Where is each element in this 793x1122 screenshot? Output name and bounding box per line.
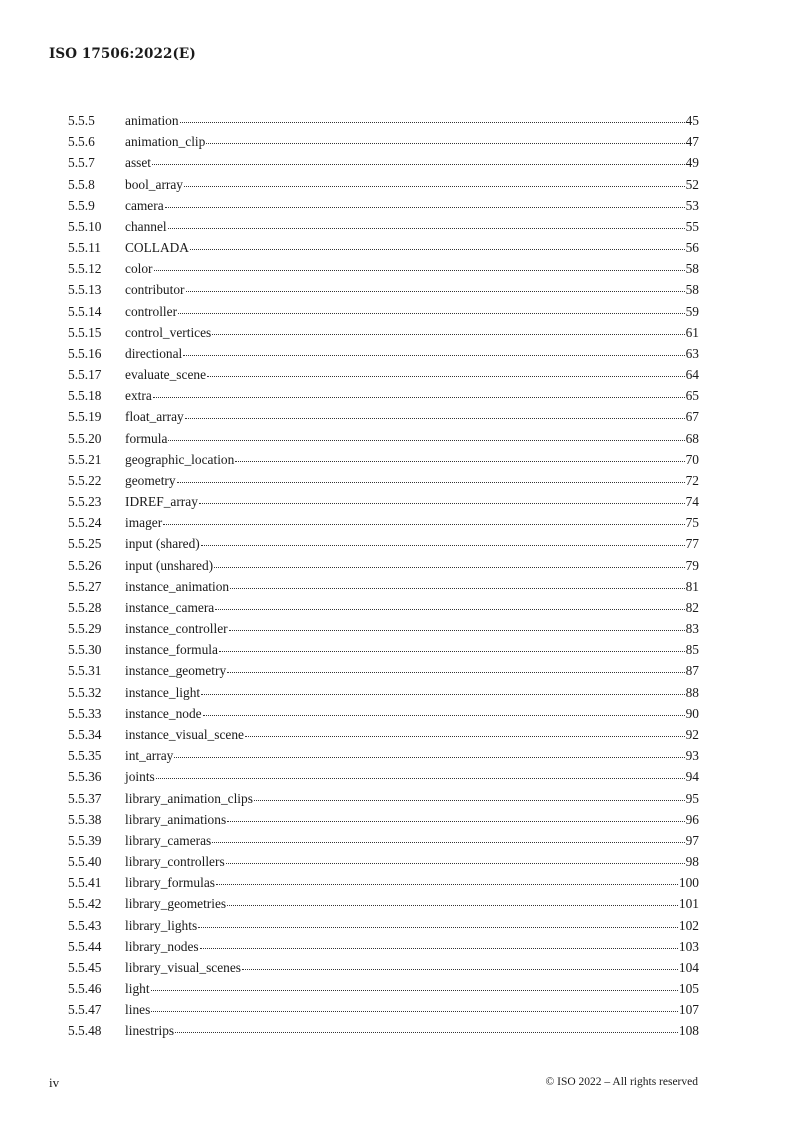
toc-entry[interactable] bbox=[68, 491, 699, 512]
toc-entry[interactable] bbox=[68, 872, 699, 893]
toc-entry-page[interactable]: 59 bbox=[685, 303, 699, 319]
toc-entry-page[interactable]: 75 bbox=[685, 515, 699, 531]
toc-entry-number: 5.5.37 bbox=[68, 790, 102, 806]
toc-entry-page[interactable]: 103 bbox=[678, 938, 699, 954]
toc-entry[interactable] bbox=[68, 703, 699, 724]
toc-entry[interactable] bbox=[68, 322, 699, 343]
toc-entry-title[interactable]: input (shared) bbox=[125, 536, 200, 552]
toc-entry-page[interactable]: 55 bbox=[685, 218, 699, 234]
toc-dot-leader bbox=[229, 629, 685, 631]
toc-entry-page[interactable]: 65 bbox=[685, 388, 699, 404]
toc-dot-leader bbox=[163, 523, 684, 525]
toc-entry-page[interactable]: 61 bbox=[685, 324, 699, 340]
toc-entry-page[interactable]: 79 bbox=[685, 557, 699, 573]
toc-entry-title[interactable]: instance_controller bbox=[125, 621, 228, 637]
toc-entry[interactable] bbox=[68, 258, 699, 279]
toc-entry-title[interactable]: geographic_location bbox=[125, 451, 235, 467]
toc-entry-page[interactable]: 96 bbox=[685, 811, 699, 827]
toc-entry-title[interactable]: library_controllers bbox=[125, 854, 225, 870]
toc-entry-page[interactable]: 98 bbox=[685, 854, 699, 870]
toc-entry-title[interactable]: light bbox=[125, 981, 150, 997]
toc-entry-number: 5.5.24 bbox=[68, 515, 102, 531]
page-number: iv bbox=[49, 1075, 60, 1090]
toc-entry-title[interactable]: instance_visual_scene bbox=[125, 726, 244, 742]
toc-dot-leader bbox=[198, 926, 678, 928]
toc-dot-leader bbox=[168, 439, 684, 441]
toc-entry[interactable] bbox=[68, 449, 699, 470]
toc-entry-page[interactable]: 108 bbox=[678, 1023, 699, 1039]
toc-entry-number: 5.5.19 bbox=[68, 409, 102, 425]
toc-entry[interactable] bbox=[68, 957, 699, 978]
toc-entry[interactable] bbox=[68, 195, 699, 216]
toc-entry-title[interactable]: instance_animation bbox=[125, 578, 230, 594]
toc-entry-title[interactable]: IDREF_array bbox=[125, 494, 198, 510]
toc-dot-leader bbox=[151, 989, 678, 991]
toc-entry-number: 5.5.13 bbox=[68, 282, 102, 298]
toc-entry-page[interactable]: 101 bbox=[678, 896, 699, 912]
toc-entry[interactable] bbox=[68, 512, 699, 533]
toc-entry-page[interactable]: 95 bbox=[685, 790, 699, 806]
toc-entry[interactable] bbox=[68, 406, 699, 427]
toc-entry-title[interactable]: camera bbox=[125, 197, 164, 213]
toc-entry-page[interactable]: 45 bbox=[685, 113, 699, 128]
toc-entry-title[interactable]: evaluate_scene bbox=[125, 367, 207, 383]
toc-entry-title[interactable]: control_vertices bbox=[125, 324, 212, 340]
toc-entry-number: 5.5.18 bbox=[68, 388, 102, 404]
toc-entry-page[interactable]: 49 bbox=[685, 155, 699, 171]
toc-entry-page[interactable]: 81 bbox=[685, 578, 699, 594]
toc-entry[interactable] bbox=[68, 385, 699, 406]
toc-dot-leader bbox=[245, 735, 685, 737]
toc-entry[interactable] bbox=[68, 237, 699, 258]
toc-entry[interactable] bbox=[68, 978, 699, 999]
toc-entry[interactable] bbox=[68, 936, 699, 957]
toc-dot-leader bbox=[226, 862, 685, 864]
toc-entry[interactable] bbox=[68, 152, 699, 173]
toc-entry-number: 5.5.20 bbox=[68, 430, 102, 446]
toc-entry-number: 5.5.23 bbox=[68, 494, 102, 510]
toc-entry-number: 5.5.39 bbox=[68, 832, 102, 848]
toc-dot-leader bbox=[227, 671, 684, 673]
toc-entry-title[interactable]: library_animation_clips bbox=[125, 790, 253, 806]
toc-entry-page[interactable]: 93 bbox=[685, 748, 699, 764]
toc-entry-page[interactable]: 58 bbox=[685, 261, 699, 277]
toc-entry-title[interactable]: COLLADA bbox=[125, 240, 189, 256]
toc-entry-title[interactable]: instance_node bbox=[125, 705, 202, 721]
toc-entry-number: 5.5.48 bbox=[68, 1023, 102, 1039]
toc-dot-leader bbox=[212, 841, 684, 843]
toc-entry-number: 5.5.40 bbox=[68, 854, 102, 870]
toc-entry-number: 5.5.25 bbox=[68, 536, 102, 552]
toc-dot-leader bbox=[200, 947, 678, 949]
toc-entry-number: 5.5.28 bbox=[68, 599, 102, 615]
toc-entry-title[interactable]: asset bbox=[125, 155, 152, 171]
toc-entry-number: 5.5.36 bbox=[68, 769, 102, 785]
toc-entry[interactable] bbox=[68, 724, 699, 745]
toc-entry-title[interactable]: library_nodes bbox=[125, 938, 199, 954]
toc-entry-number: 5.5.7 bbox=[68, 155, 95, 171]
toc-entry-number: 5.5.14 bbox=[68, 303, 102, 319]
toc-entry[interactable] bbox=[68, 893, 699, 914]
toc-entry-page[interactable]: 47 bbox=[685, 134, 699, 150]
toc-entry-page[interactable]: 107 bbox=[678, 1002, 699, 1018]
toc-entry-page[interactable]: 85 bbox=[685, 642, 699, 658]
toc-dot-leader bbox=[227, 820, 684, 822]
toc-dot-leader bbox=[230, 587, 684, 589]
toc-entry[interactable] bbox=[68, 809, 699, 830]
toc-dot-leader bbox=[168, 227, 685, 229]
toc-entry[interactable] bbox=[68, 470, 699, 491]
toc-entry-number: 5.5.5 bbox=[68, 113, 95, 128]
toc-entry[interactable] bbox=[68, 428, 699, 449]
toc-dot-leader bbox=[235, 460, 684, 462]
toc-entry-number: 5.5.47 bbox=[68, 1002, 102, 1018]
toc-entry-page[interactable]: 72 bbox=[685, 472, 699, 488]
toc-entry-page[interactable]: 82 bbox=[685, 599, 699, 615]
toc-entry-page[interactable]: 105 bbox=[678, 981, 699, 997]
toc-entry[interactable] bbox=[68, 131, 699, 152]
toc-entry-number: 5.5.33 bbox=[68, 705, 102, 721]
toc-entry-title[interactable]: joints bbox=[125, 769, 155, 785]
toc-entry-number: 5.5.16 bbox=[68, 345, 102, 361]
toc-entry-title[interactable]: library_geometries bbox=[125, 896, 227, 912]
toc-entry-number: 5.5.12 bbox=[68, 261, 102, 277]
toc-entry-page[interactable]: 70 bbox=[685, 451, 699, 467]
toc-dot-leader bbox=[190, 248, 685, 250]
toc-entry-page[interactable]: 53 bbox=[685, 197, 699, 213]
toc-dot-leader bbox=[219, 650, 685, 652]
toc-entry-number: 5.5.30 bbox=[68, 642, 102, 658]
toc-entry-page[interactable]: 94 bbox=[685, 769, 699, 785]
copyright-notice: © ISO 2022 – All rights reserved bbox=[545, 1076, 698, 1088]
toc-entry-number: 5.5.26 bbox=[68, 557, 102, 573]
toc-dot-leader bbox=[206, 142, 684, 144]
toc-entry[interactable] bbox=[68, 660, 699, 681]
toc-entry-number: 5.5.10 bbox=[68, 218, 102, 234]
toc-dot-leader bbox=[203, 714, 685, 716]
toc-dot-leader bbox=[254, 799, 685, 801]
toc-entry-page[interactable]: 77 bbox=[685, 536, 699, 552]
toc-entry[interactable] bbox=[68, 618, 699, 639]
toc-entry-page[interactable]: 56 bbox=[685, 240, 699, 256]
toc-entry-page[interactable]: 102 bbox=[678, 917, 699, 933]
toc-dot-leader bbox=[153, 396, 685, 398]
toc-entry-number: 5.5.42 bbox=[68, 896, 102, 912]
toc-entry-title[interactable]: formula bbox=[125, 430, 168, 446]
toc-entry[interactable] bbox=[68, 597, 699, 618]
toc-entry-page[interactable]: 67 bbox=[685, 409, 699, 425]
toc-entry-title[interactable]: instance_light bbox=[125, 684, 201, 700]
toc-entry-title[interactable]: bool_array bbox=[125, 176, 184, 192]
toc-dot-leader bbox=[152, 163, 685, 165]
toc-dot-leader bbox=[201, 544, 685, 546]
toc-entry-page[interactable]: 92 bbox=[685, 726, 699, 742]
toc-entry-number: 5.5.34 bbox=[68, 726, 102, 742]
toc-entry-title[interactable]: instance_geometry bbox=[125, 663, 227, 679]
toc-entry-number: 5.5.38 bbox=[68, 811, 102, 827]
toc-dot-leader bbox=[212, 333, 684, 335]
toc-entry[interactable] bbox=[68, 555, 699, 576]
toc-entry[interactable] bbox=[68, 788, 699, 809]
toc-entry[interactable] bbox=[68, 639, 699, 660]
toc-entry-number: 5.5.9 bbox=[68, 197, 95, 213]
toc-entry-number: 5.5.22 bbox=[68, 472, 102, 488]
table-of-contents bbox=[68, 110, 699, 1042]
toc-entry[interactable] bbox=[68, 682, 699, 703]
toc-entry-title[interactable]: directional bbox=[125, 345, 183, 361]
toc-entry-page[interactable]: 90 bbox=[685, 705, 699, 721]
toc-entry-page[interactable]: 97 bbox=[685, 832, 699, 848]
toc-entry-number: 5.5.29 bbox=[68, 621, 102, 637]
toc-entry-title[interactable]: controller bbox=[125, 303, 178, 319]
toc-entry-title[interactable]: extra bbox=[125, 388, 152, 404]
toc-entry-page[interactable]: 74 bbox=[685, 494, 699, 510]
toc-entry-number: 5.5.27 bbox=[68, 578, 102, 594]
toc-entry-title[interactable]: lines bbox=[125, 1002, 151, 1018]
toc-entry-title[interactable]: instance_camera bbox=[125, 599, 215, 615]
toc-dot-leader bbox=[199, 502, 685, 504]
toc-entry-page[interactable]: 104 bbox=[678, 959, 699, 975]
toc-entry-page[interactable]: 58 bbox=[685, 282, 699, 298]
toc-entry[interactable] bbox=[68, 301, 699, 322]
toc-dot-leader bbox=[174, 756, 684, 758]
toc-entry-title[interactable]: imager bbox=[125, 515, 163, 531]
toc-entry-title[interactable]: library_cameras bbox=[125, 832, 212, 848]
toc-entry[interactable] bbox=[68, 110, 699, 131]
toc-entry-number: 5.5.41 bbox=[68, 875, 102, 891]
toc-entry-title[interactable]: library_visual_scenes bbox=[125, 959, 242, 975]
toc-dot-leader bbox=[178, 312, 685, 314]
toc-entry-page[interactable]: 87 bbox=[685, 663, 699, 679]
toc-dot-leader bbox=[201, 693, 684, 695]
toc-entry-number: 5.5.31 bbox=[68, 663, 102, 679]
toc-entry-number: 5.5.21 bbox=[68, 451, 102, 467]
toc-entry-number: 5.5.17 bbox=[68, 367, 102, 383]
toc-entry-page[interactable]: 63 bbox=[685, 345, 699, 361]
toc-entry[interactable] bbox=[68, 745, 699, 766]
toc-dot-leader bbox=[180, 121, 685, 123]
toc-entry-title[interactable]: instance_formula bbox=[125, 642, 218, 658]
toc-entry-title[interactable]: channel bbox=[125, 218, 167, 234]
toc-entry[interactable] bbox=[68, 999, 699, 1020]
toc-entry-title[interactable]: input (unshared) bbox=[125, 557, 214, 573]
toc-dot-leader bbox=[185, 417, 685, 419]
toc-entry[interactable] bbox=[68, 1020, 699, 1041]
toc-entry[interactable] bbox=[68, 830, 699, 851]
toc-entry-page[interactable]: 100 bbox=[678, 875, 699, 891]
toc-dot-leader bbox=[165, 206, 685, 208]
toc-entry-number: 5.5.6 bbox=[68, 134, 95, 150]
toc-entry[interactable] bbox=[68, 576, 699, 597]
toc-dot-leader bbox=[215, 608, 684, 610]
toc-dot-leader bbox=[177, 481, 685, 483]
toc-dot-leader bbox=[242, 968, 678, 970]
toc-entry-number: 5.5.32 bbox=[68, 684, 102, 700]
toc-entry-page[interactable]: 68 bbox=[685, 430, 699, 446]
toc-entry-number: 5.5.45 bbox=[68, 959, 102, 975]
toc-entry-page[interactable]: 88 bbox=[685, 684, 699, 700]
toc-entry-number: 5.5.8 bbox=[68, 176, 95, 192]
toc-entry-title[interactable]: animation bbox=[125, 113, 179, 128]
toc-entry-page[interactable]: 83 bbox=[685, 621, 699, 637]
toc-entry[interactable] bbox=[68, 279, 699, 300]
toc-entry-title[interactable]: linestrips bbox=[125, 1023, 175, 1039]
toc-entry[interactable] bbox=[68, 851, 699, 872]
toc-entry-number: 5.5.15 bbox=[68, 324, 102, 340]
toc-entry-title[interactable]: geometry bbox=[125, 472, 176, 488]
toc-dot-leader bbox=[184, 185, 685, 187]
toc-entry[interactable] bbox=[68, 174, 699, 195]
toc-entry-title[interactable]: int_array bbox=[125, 748, 174, 764]
toc-entry-title[interactable]: library_animations bbox=[125, 811, 227, 827]
toc-dot-leader bbox=[214, 566, 684, 568]
toc-dot-leader bbox=[156, 777, 685, 779]
toc-entry-page[interactable]: 64 bbox=[685, 367, 699, 383]
toc-entry-title[interactable]: float_array bbox=[125, 409, 184, 425]
toc-entry-page[interactable]: 52 bbox=[685, 176, 699, 192]
toc-entry-title[interactable]: animation_clip bbox=[125, 134, 206, 150]
toc-entry-number: 5.5.44 bbox=[68, 938, 102, 954]
toc-dot-leader bbox=[154, 269, 685, 271]
toc-dot-leader bbox=[151, 1010, 678, 1012]
toc-dot-leader bbox=[227, 904, 678, 906]
toc-dot-leader bbox=[186, 290, 685, 292]
toc-entry[interactable] bbox=[68, 915, 699, 936]
toc-dot-leader bbox=[175, 1031, 678, 1033]
toc-dot-leader bbox=[216, 883, 678, 885]
toc-entry-title[interactable]: contributor bbox=[125, 282, 185, 298]
toc-entry[interactable] bbox=[68, 343, 699, 364]
toc-entry[interactable] bbox=[68, 766, 699, 787]
toc-entry-title[interactable]: color bbox=[125, 261, 153, 277]
toc-entry[interactable] bbox=[68, 364, 699, 385]
toc-entry-title[interactable]: library_formulas bbox=[125, 875, 215, 891]
toc-entry[interactable] bbox=[68, 216, 699, 237]
toc-entry-number: 5.5.35 bbox=[68, 748, 102, 764]
document-id-header: ISO 17506:2022(E) bbox=[49, 46, 196, 62]
toc-entry-number: 5.5.46 bbox=[68, 981, 102, 997]
toc-dot-leader bbox=[183, 354, 684, 356]
toc-entry-title[interactable]: library_lights bbox=[125, 917, 198, 933]
toc-entry-number: 5.5.43 bbox=[68, 917, 102, 933]
toc-entry[interactable] bbox=[68, 533, 699, 554]
toc-entry-number: 5.5.11 bbox=[68, 240, 101, 256]
toc-dot-leader bbox=[207, 375, 685, 377]
